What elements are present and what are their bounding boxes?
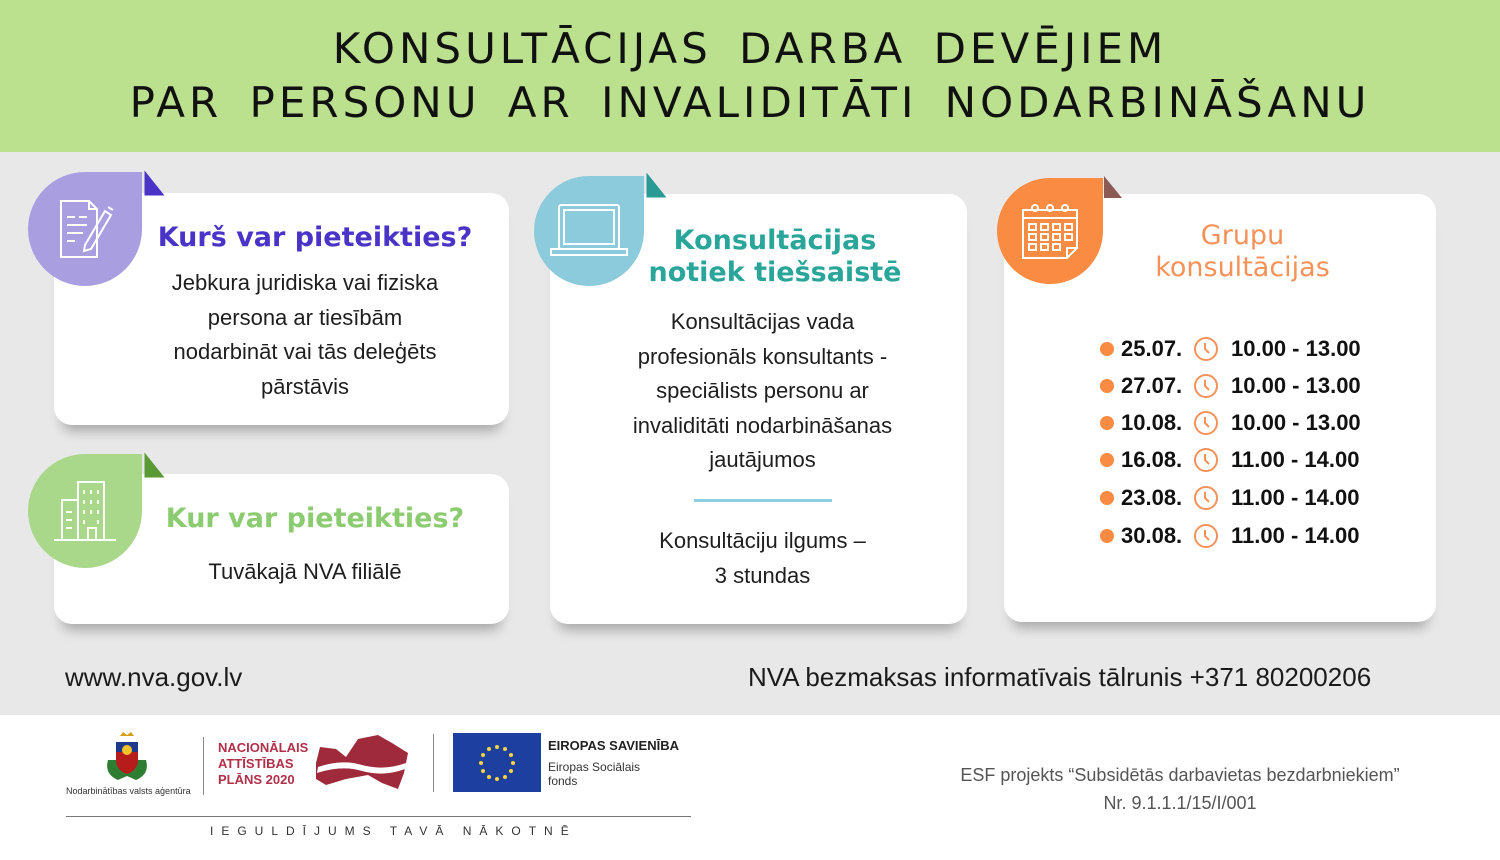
bullet-dot (1100, 416, 1114, 430)
nap-logo-text (218, 740, 308, 788)
latvia-map-logo (312, 733, 412, 791)
schedule-date: 25.07. (1121, 336, 1183, 361)
title-line-1: KONSULTĀCIJAS DARBA DEVĒJIEM (332, 24, 1168, 73)
eu-sub-line: Eiropas Sociālais (548, 760, 641, 774)
schedule-item (1100, 410, 1361, 436)
nva-caption: Nodarbinātības valsts aģentūra (66, 786, 191, 796)
eu-stars-icon (453, 733, 541, 792)
card-online-duration (590, 524, 935, 593)
schedule-time: 10.00 - 13.00 (1231, 373, 1361, 398)
building-icon (50, 476, 120, 546)
clock-icon (1193, 485, 1219, 511)
eu-flag-logo (453, 733, 541, 792)
bullet-dot (1100, 529, 1114, 543)
schedule-item (1100, 523, 1359, 549)
bullet-dot (1100, 453, 1114, 467)
divider (694, 499, 832, 502)
header-banner (0, 0, 1500, 152)
schedule-date: 16.08. (1121, 447, 1183, 472)
divider (203, 737, 204, 795)
bullet-dot (1100, 342, 1114, 356)
card-online-title (620, 225, 930, 289)
schedule-item (1100, 485, 1359, 511)
card-where-title: Kur var pieteikties? (165, 503, 465, 534)
bullet-dot (1100, 379, 1114, 393)
badge-group (997, 178, 1103, 284)
clock-icon (1193, 410, 1219, 436)
card-who-title: Kurš var pieteikties? (157, 222, 473, 253)
body-line: Jebkura juridiska vai fiziska (171, 270, 439, 295)
schedule-time: 11.00 - 14.00 (1231, 485, 1360, 510)
title-line: konsultācijas (1155, 252, 1330, 283)
clock-icon (1193, 373, 1219, 399)
card-group-title (1090, 220, 1395, 284)
schedule-time: 10.00 - 13.00 (1231, 336, 1361, 361)
badge-where (28, 454, 142, 568)
duration-line: 3 stundas (714, 562, 811, 588)
schedule-date: 30.08. (1121, 523, 1183, 548)
body-line: profesionāls konsultants - (637, 343, 888, 369)
schedule-date: 27.07. (1121, 373, 1183, 398)
fold-corner (145, 171, 165, 196)
title-line-2: PAR PERSONU AR INVALIDITĀTI NODARBINĀŠANU (129, 78, 1371, 127)
body-line: invaliditāti nodarbināšanas (632, 412, 893, 438)
badge-who (28, 172, 142, 286)
eu-subtitle (548, 760, 640, 788)
slogan: IEGULDĪJUMS TAVĀ NĀKOTNĒ (210, 824, 577, 838)
schedule-date: 23.08. (1121, 485, 1183, 510)
schedule-item (1100, 373, 1361, 399)
body-line: pārstāvis (260, 373, 350, 399)
coat-of-arms-logo (100, 730, 154, 784)
fold-corner (145, 453, 165, 478)
title-line: notiek tiešsaistē (648, 257, 902, 288)
project-line-1: ESF projekts “Subsidētās darbavietas bezdarbniekiem” (960, 765, 1400, 785)
footer-rule (66, 816, 691, 817)
body-line: persona ar tiesībām (207, 304, 403, 330)
card-online-body (590, 305, 935, 478)
phone-info: NVA bezmaksas informatīvais tālrunis +371 80200206 (748, 662, 1372, 692)
website-link[interactable]: www.nva.gov.lv (65, 662, 243, 692)
title-line: Grupu (1200, 220, 1285, 251)
project-line-2: Nr. 9.1.1.1/15/I/001 (1103, 793, 1257, 813)
nap-line: NACIONĀLAIS (218, 740, 309, 755)
body-line: nodarbināt vai tās deleģēts (173, 339, 437, 364)
card-who-body (130, 266, 480, 404)
nap-line: ATTĪSTĪBAS (218, 756, 294, 771)
schedule-item (1100, 447, 1359, 473)
fold-corner (1104, 176, 1122, 198)
schedule-item (1100, 336, 1361, 362)
nap-line: PLĀNS 2020 (218, 772, 295, 787)
duration-line: Konsultāciju ilgums – (659, 528, 866, 553)
clock-icon (1193, 336, 1219, 362)
eu-title: EIROPAS SAVIENĪBA (548, 738, 679, 753)
title-line: Konsultācijas (673, 225, 877, 256)
card-where-body: Tuvākajā NVA filiālē (208, 559, 402, 584)
schedule-time: 10.00 - 13.00 (1231, 410, 1361, 435)
body-line: Konsultācijas vada (670, 309, 855, 334)
laptop-icon (549, 201, 629, 261)
clock-icon (1193, 447, 1219, 473)
bullet-dot (1100, 491, 1114, 505)
document-pen-icon (53, 197, 117, 261)
schedule-time: 11.00 - 14.00 (1231, 523, 1360, 548)
body-line: jautājumos (709, 447, 816, 472)
divider (433, 734, 434, 792)
body-line: speciālists personu ar (656, 378, 869, 403)
eu-sub-line: fonds (548, 774, 578, 788)
calendar-icon (1019, 200, 1081, 262)
schedule-time: 11.00 - 14.00 (1231, 447, 1360, 472)
clock-icon (1193, 523, 1219, 549)
schedule-date: 10.08. (1121, 410, 1183, 435)
fold-corner (647, 173, 667, 198)
